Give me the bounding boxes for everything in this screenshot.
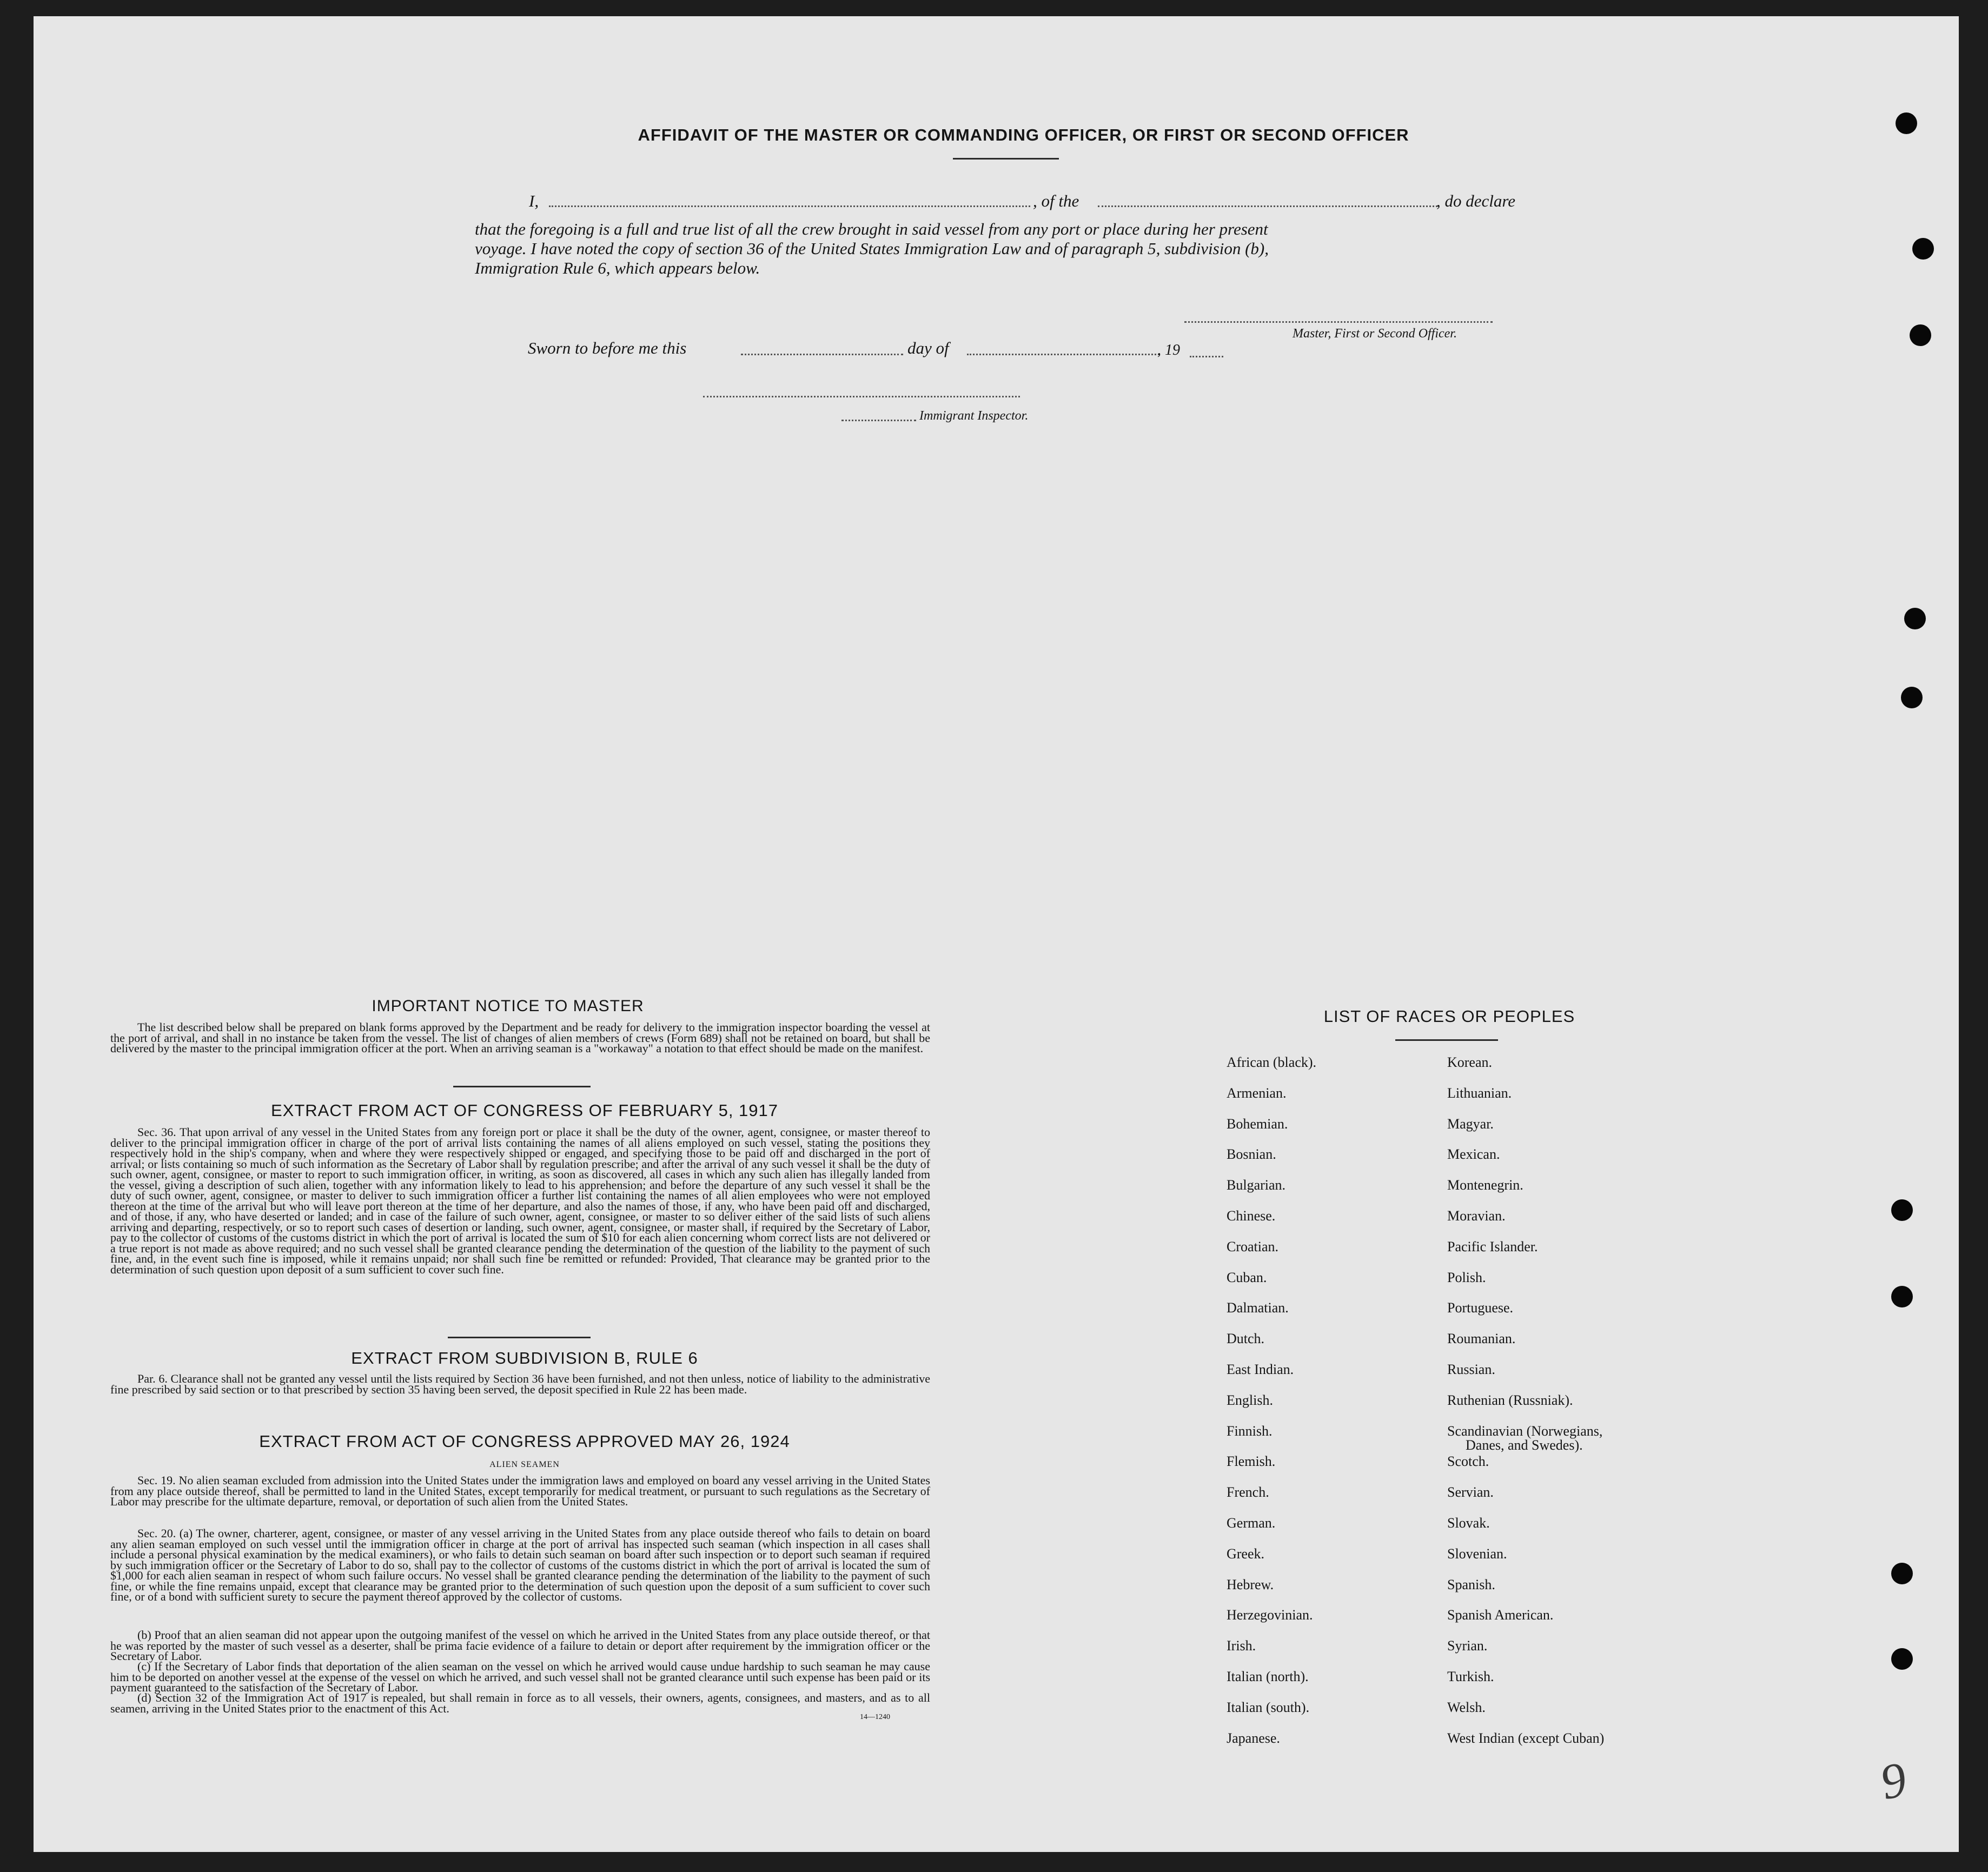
race-item: Bulgarian.	[1227, 1177, 1286, 1193]
sworn-day-blank[interactable]	[741, 354, 903, 355]
race-item: Herzegovinian.	[1227, 1607, 1313, 1623]
sworn-year-blank[interactable]	[1190, 356, 1223, 357]
affidavit-i-label: I,	[529, 191, 539, 210]
race-item: Dutch.	[1227, 1331, 1265, 1347]
affidavit-title: AFFIDAVIT OF THE MASTER OR COMMANDING OFFICER, OR FIRST OR SECOND OFFICER	[638, 125, 1409, 144]
master-signature-label: Master, First or Second Officer.	[1293, 327, 1457, 341]
race-item: Slovak.	[1447, 1515, 1490, 1531]
race-item: Hebrew.	[1227, 1576, 1274, 1592]
affidavit-body-line3: Immigration Rule 6, which appears below.	[475, 258, 760, 277]
notice-title: IMPORTANT NOTICE TO MASTER	[372, 997, 644, 1015]
race-item: Welsh.	[1447, 1699, 1486, 1715]
race-item: Portuguese.	[1447, 1300, 1514, 1316]
race-item: Chinese.	[1227, 1208, 1276, 1224]
sworn-label: Sworn to before me this	[528, 338, 687, 357]
race-item: Armenian.	[1227, 1085, 1287, 1101]
notice-text: The list described below shall be prepared on blank forms approved by the Department and be ready for delivery to the immigration inspector boarding the vessel at the port of arrival, and shall in no instance be taken from the vessel. The list of changes of alien members of crews (Form 689) shall not be retained on board, but shall be delivered by the master to the principal immigration officer at the port. When an arriving seaman is a "workaway" a notation to that effect should be made on the manifest.	[110, 1020, 930, 1055]
race-item: Danes, and Swedes).	[1466, 1437, 1583, 1453]
race-item: Moravian.	[1447, 1208, 1506, 1224]
extract-rule6-text: Par. 6. Clearance shall not be granted any vessel until the lists required by Section 36 have been furnished, and not then unless, notice of liability to the administrative fine prescribed by said section or to that prescribed by section 35 having been served, the deposit specified in Rule 22 has been made.	[110, 1372, 930, 1396]
race-item: Korean.	[1447, 1054, 1493, 1070]
race-item: Spanish.	[1447, 1576, 1495, 1592]
punch-hole	[1901, 687, 1923, 708]
race-item: Mexican.	[1447, 1146, 1500, 1163]
affidavit-body-line2: voyage. I have noted the copy of section 36 of the United States Immigration Law and of paragraph 5, subdivision (b),	[475, 239, 1269, 258]
punch-hole	[1896, 112, 1917, 134]
punch-hole	[1891, 1286, 1913, 1307]
race-item: English.	[1227, 1392, 1273, 1408]
race-item: Greek.	[1227, 1545, 1265, 1562]
form-number: 14—1240	[860, 1713, 890, 1721]
race-item: Syrian.	[1447, 1638, 1488, 1654]
race-item: Flemish.	[1227, 1453, 1276, 1470]
vessel-blank[interactable]	[1098, 205, 1437, 207]
races-title: LIST OF RACES OR PEOPLES	[1323, 1007, 1575, 1026]
punch-hole	[1910, 324, 1931, 346]
race-item: Spanish American.	[1447, 1607, 1554, 1623]
races-divider	[1395, 1039, 1498, 1041]
extract-1924-title: EXTRACT FROM ACT OF CONGRESS APPROVED MAY 26, 1924	[259, 1432, 790, 1451]
race-item: Polish.	[1447, 1269, 1486, 1285]
race-item: Magyar.	[1447, 1116, 1494, 1132]
extract-1924-sec20d: (d) Section 32 of the Immigration Act of 1917 is repealed, but shall remain in force as to all vessels, their owners, agents, consignees, and masters, and as to all seamen, arriving in the United States prior to the enactment of this Act.	[110, 1691, 930, 1715]
race-item: Ruthenian (Russniak).	[1447, 1392, 1573, 1408]
race-item: Lithuanian.	[1447, 1085, 1512, 1101]
extract-rule6-title: EXTRACT FROM SUBDIVISION B, RULE 6	[351, 1349, 698, 1368]
race-item: French.	[1227, 1484, 1269, 1501]
handwritten-page-number: 9	[1875, 1751, 1912, 1810]
race-item: East Indian.	[1227, 1362, 1294, 1377]
sworn-month-blank[interactable]	[967, 354, 1159, 355]
race-item: Croatian.	[1227, 1238, 1279, 1254]
race-item: Montenegrin.	[1447, 1177, 1523, 1193]
punch-hole	[1891, 1199, 1913, 1221]
punch-hole	[1891, 1563, 1913, 1584]
race-item: Japanese.	[1227, 1730, 1280, 1746]
day-of-label: day of	[907, 338, 949, 357]
notice-divider	[453, 1086, 591, 1087]
year-prefix-label: , 19	[1157, 342, 1180, 359]
extract-1924-subtitle: ALIEN SEAMEN	[489, 1460, 560, 1469]
race-item: Turkish.	[1447, 1669, 1494, 1684]
inspector-prefix-line	[841, 420, 916, 421]
master-signature-line[interactable]	[1184, 321, 1493, 323]
extract-1924-sec19: Sec. 19. No alien seaman excluded from admission into the United States under the immigration laws and employed on board any vessel arriving in the United States from any place outside thereof, shall be permitted to land in the United States, except temporarily for medical treatment, or pursuant to such regulations as the Secretary of Labor may prescribe for the ultimate departure, removal, or deportation of such alien from the United States.	[110, 1473, 930, 1508]
race-item: Irish.	[1227, 1638, 1256, 1654]
race-item: Pacific Islander.	[1447, 1238, 1538, 1254]
punch-hole	[1891, 1648, 1913, 1670]
race-item: Scotch.	[1447, 1453, 1489, 1470]
punch-hole	[1904, 608, 1926, 629]
inspector-label: Immigrant Inspector.	[919, 409, 1029, 423]
race-item: Cuban.	[1227, 1269, 1267, 1285]
affidavit-body-line1: that the foregoing is a full and true list of all the crew brought in said vessel from any port or place during her present	[475, 220, 1268, 238]
extract-1917-text: Sec. 36. That upon arrival of any vessel in the United States from any foreign port or place it shall be the duty of the owner, agent, consignee, or master thereof to deliver to the principal immigration officer in charge of the port of arrival lists containing the names of all aliens employed on such vessel, stating the positions they respectively hold in the ship's company, when and where they were respectively shipped or engaged, and specifying those to be paid off and discharged in the port of arrival; or lists containing so much of such information as the Secretary of Labor shall by regulation prescribe; and after the arrival of any such vessel it shall be the duty of such owner, agent, consignee, or master to report to such immigration officer, in writing, as soon as discovered, all cases in which any such alien has illegally landed from the vessel, giving a description of such alien, together with any information likely to lead to his apprehension; and before the departure of any such vessel it shall be the duty of such owner, agent, consignee, or master to deliver to such immigration officer a further list containing the names of all alien employees who were not employed thereon at the time of the arrival but who will leave port thereon at the time of her departure, and also the names of those, if any, who have been paid off and discharged, and of those, if any, who have deserted or landed; and in case of the failure of such owner, agent, consignee, or master to so deliver either of the said lists of such aliens arriving and departing, respectively, or so to report such cases of desertion or landing, such owner, agent, consignee, or master shall, if required by the Secretary of Labor, pay to the collector of customs of the customs district in which the port of arrival is located the sum of $10 for each alien concerning whom correct lists are not delivered or a true report is not made as above required; and no such vessel shall be granted clearance pending the determination of the question of the liability to the payment of such fine, and, in the event such fine is imposed, while it remains unpaid; nor shall such fine be remitted or refunded: Provided, That clearance may be granted prior to the determination of such question upon deposit of a sum sufficient to cover such fine.	[110, 1125, 930, 1276]
race-item: Bohemian.	[1227, 1116, 1288, 1132]
race-item: Finnish.	[1227, 1423, 1273, 1439]
race-item: Slovenian.	[1447, 1545, 1507, 1562]
title-divider	[953, 158, 1059, 160]
do-declare-label: , do declare	[1436, 191, 1516, 210]
name-blank[interactable]	[549, 205, 1030, 207]
extract-1924-sec20b: (b) Proof that an alien seaman did not appear upon the outgoing manifest of the vessel on which he arrived in the United States from any place outside thereof, or that he was reported by the master of such vessel as a deserter, shall be prima facie evidence of a failure to detain or deport after requirement by the immigration officer or the Secretary of Labor.	[110, 1628, 930, 1663]
race-item: Scandinavian (Norwegians,	[1447, 1423, 1603, 1439]
punch-hole	[1912, 238, 1934, 260]
race-item: West Indian (except Cuban)	[1447, 1730, 1605, 1746]
of-the-label: , of the	[1033, 191, 1079, 210]
race-item: Italian (north).	[1227, 1669, 1309, 1684]
race-item: Russian.	[1447, 1362, 1495, 1377]
race-item: Roumanian.	[1447, 1331, 1516, 1347]
race-item: African (black).	[1227, 1054, 1317, 1070]
race-item: Servian.	[1447, 1484, 1494, 1501]
extract-1917-title: EXTRACT FROM ACT OF CONGRESS OF FEBRUARY 5, 1917	[270, 1101, 779, 1120]
race-item: Bosnian.	[1227, 1146, 1276, 1163]
extract-1924-sec20a: Sec. 20. (a) The owner, charterer, agent, consignee, or master of any vessel arriving in the United States from any place outside thereof who fails to detain on board any alien seaman employed on such vessel until the immigration officer in charge at the port of arrival has inspected such seaman (which inspection in all cases shall include a personal physical examination by the medical examiners), or who fails to detain such seaman on board after such inspection or to deport such seaman if required by such immigration officer or the Secretary of Labor to do so, shall pay to the collector of customs of the customs district in which the port of arrival is located the sum of $1,000 for each alien seaman in respect of whom such failure occurs. No vessel shall be granted clearance pending the determination of the liability to the payment of such fine, or while the fine remains unpaid, except that clearance may be granted prior to the determination of such question upon the deposit of a sum sufficient to cover such fine, or of a bond with sufficient surety to secure the payment thereof approved by the collector of customs.	[110, 1526, 930, 1603]
race-item: German.	[1227, 1515, 1276, 1531]
inspector-signature-line[interactable]	[703, 396, 1020, 397]
extract-1924-sec20c: (c) If the Secretary of Labor finds that deportation of the alien seaman on the vessel on which he arrived would cause undue hardship to such seaman he may cause him to be deported on another vessel at the expense of the vessel on which he arrived, and such vessel shall not be granted clearance until such expense has been paid or its payment guaranteed to the satisfaction of the Secretary of Labor.	[110, 1659, 930, 1694]
race-item: Dalmatian.	[1227, 1300, 1289, 1316]
race-item: Italian (south).	[1227, 1699, 1310, 1715]
extract-1917-divider	[448, 1337, 591, 1338]
